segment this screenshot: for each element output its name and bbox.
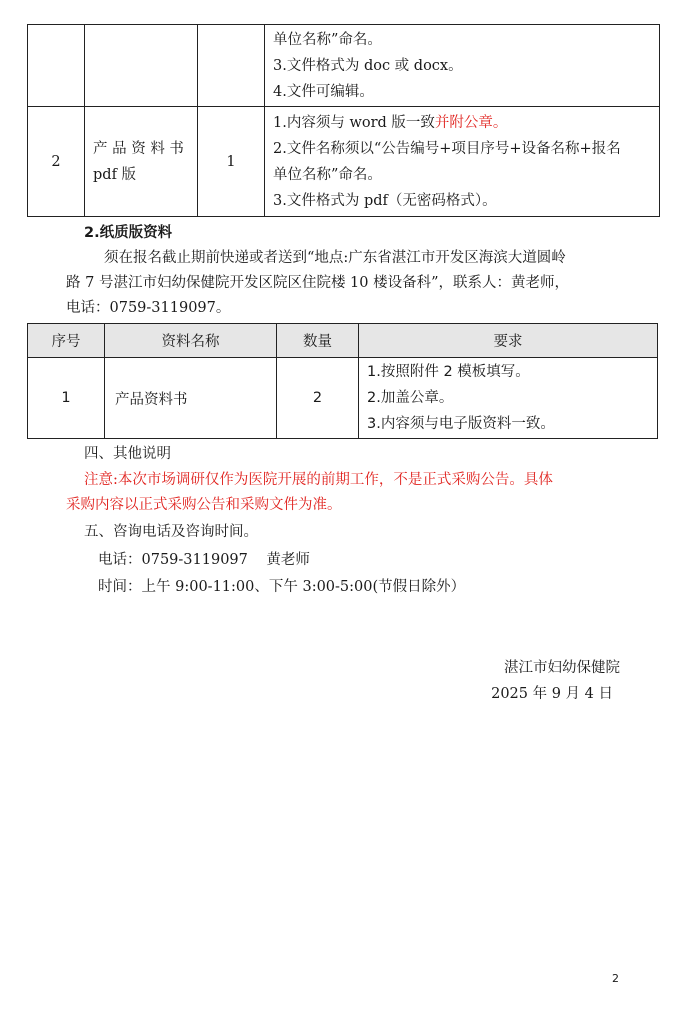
section-heading-consult: 五、咨询电话及咨询时间。 xyxy=(84,524,258,540)
disclaimer-line: 采购内容以正式采购公告和采购文件为准。 xyxy=(66,497,342,513)
page-number: 2 xyxy=(612,972,619,985)
column-header: 资料名称 xyxy=(105,324,277,358)
consult-phone: 电话：0759-3119097 黄老师 xyxy=(98,552,310,568)
material-format: pdf 版 xyxy=(93,166,137,183)
requirement-line: 单位名称”命名。 xyxy=(273,31,382,48)
paper-paragraph-line: 路 7 号湛江市妇幼保健院开发区院区住院楼 10 楼设备科”，联系人：黄老师， xyxy=(66,275,570,291)
signature-date: 2025 年 9 月 4 日 xyxy=(491,686,613,702)
consult-time: 时间：上午 9:00-11:00、下午 3:00-5:00(节假日除外） xyxy=(98,579,466,595)
requirement-line: 3.内容须与电子版资料一致。 xyxy=(367,416,555,432)
row-number: 2 xyxy=(28,107,85,217)
table-row xyxy=(28,25,660,107)
quantity: 1 xyxy=(198,107,265,217)
table-row xyxy=(28,107,660,217)
paper-paragraph-line: 须在报名截止期前快递或者送到“地点:广东省湛江市开发区海滨大道圆岭 xyxy=(104,250,566,266)
table-header-row xyxy=(28,324,658,358)
quantity: 2 xyxy=(277,358,359,439)
signature-org: 湛江市妇幼保健院 xyxy=(504,660,620,676)
electronic-materials-table xyxy=(27,24,660,217)
table-row xyxy=(28,358,658,439)
material-name: 产品资料书 xyxy=(105,358,277,439)
requirement-line: 3.文件格式为 pdf（无密码格式）。 xyxy=(273,192,497,209)
requirement-line: 1.按照附件 2 模板填写。 xyxy=(367,364,530,380)
disclaimer-line: 注意:本次市场调研仅作为医院开展的前期工作，不是正式采购公告。具体 xyxy=(84,472,553,488)
paper-paragraph-line: 电话：0759-3119097。 xyxy=(66,300,231,316)
row-number: 1 xyxy=(28,358,105,439)
requirement-line: 3.文件格式为 doc 或 docx。 xyxy=(273,57,463,74)
requirement-line: 4.文件可编辑。 xyxy=(273,83,374,100)
column-header: 要求 xyxy=(359,324,658,358)
section-heading-other-notes: 四、其他说明 xyxy=(84,446,171,462)
material-name: 产 品 资 料 书 xyxy=(93,140,184,157)
seal-requirement: 并附公章。 xyxy=(434,114,508,131)
requirement-line: 单位名称”命名。 xyxy=(273,166,382,183)
requirement-line: 1.内容须与 word 版一致并附公章。 xyxy=(273,114,508,131)
requirement-line: 2.加盖公章。 xyxy=(367,390,454,406)
requirement-line: 2.文件名称须以“公告编号+项目序号+设备名称+报名 xyxy=(273,140,621,157)
section-heading-paper: 2.纸质版资料 xyxy=(84,225,173,241)
column-header: 序号 xyxy=(28,324,105,358)
column-header: 数量 xyxy=(277,324,359,358)
paper-materials-table xyxy=(27,323,658,439)
